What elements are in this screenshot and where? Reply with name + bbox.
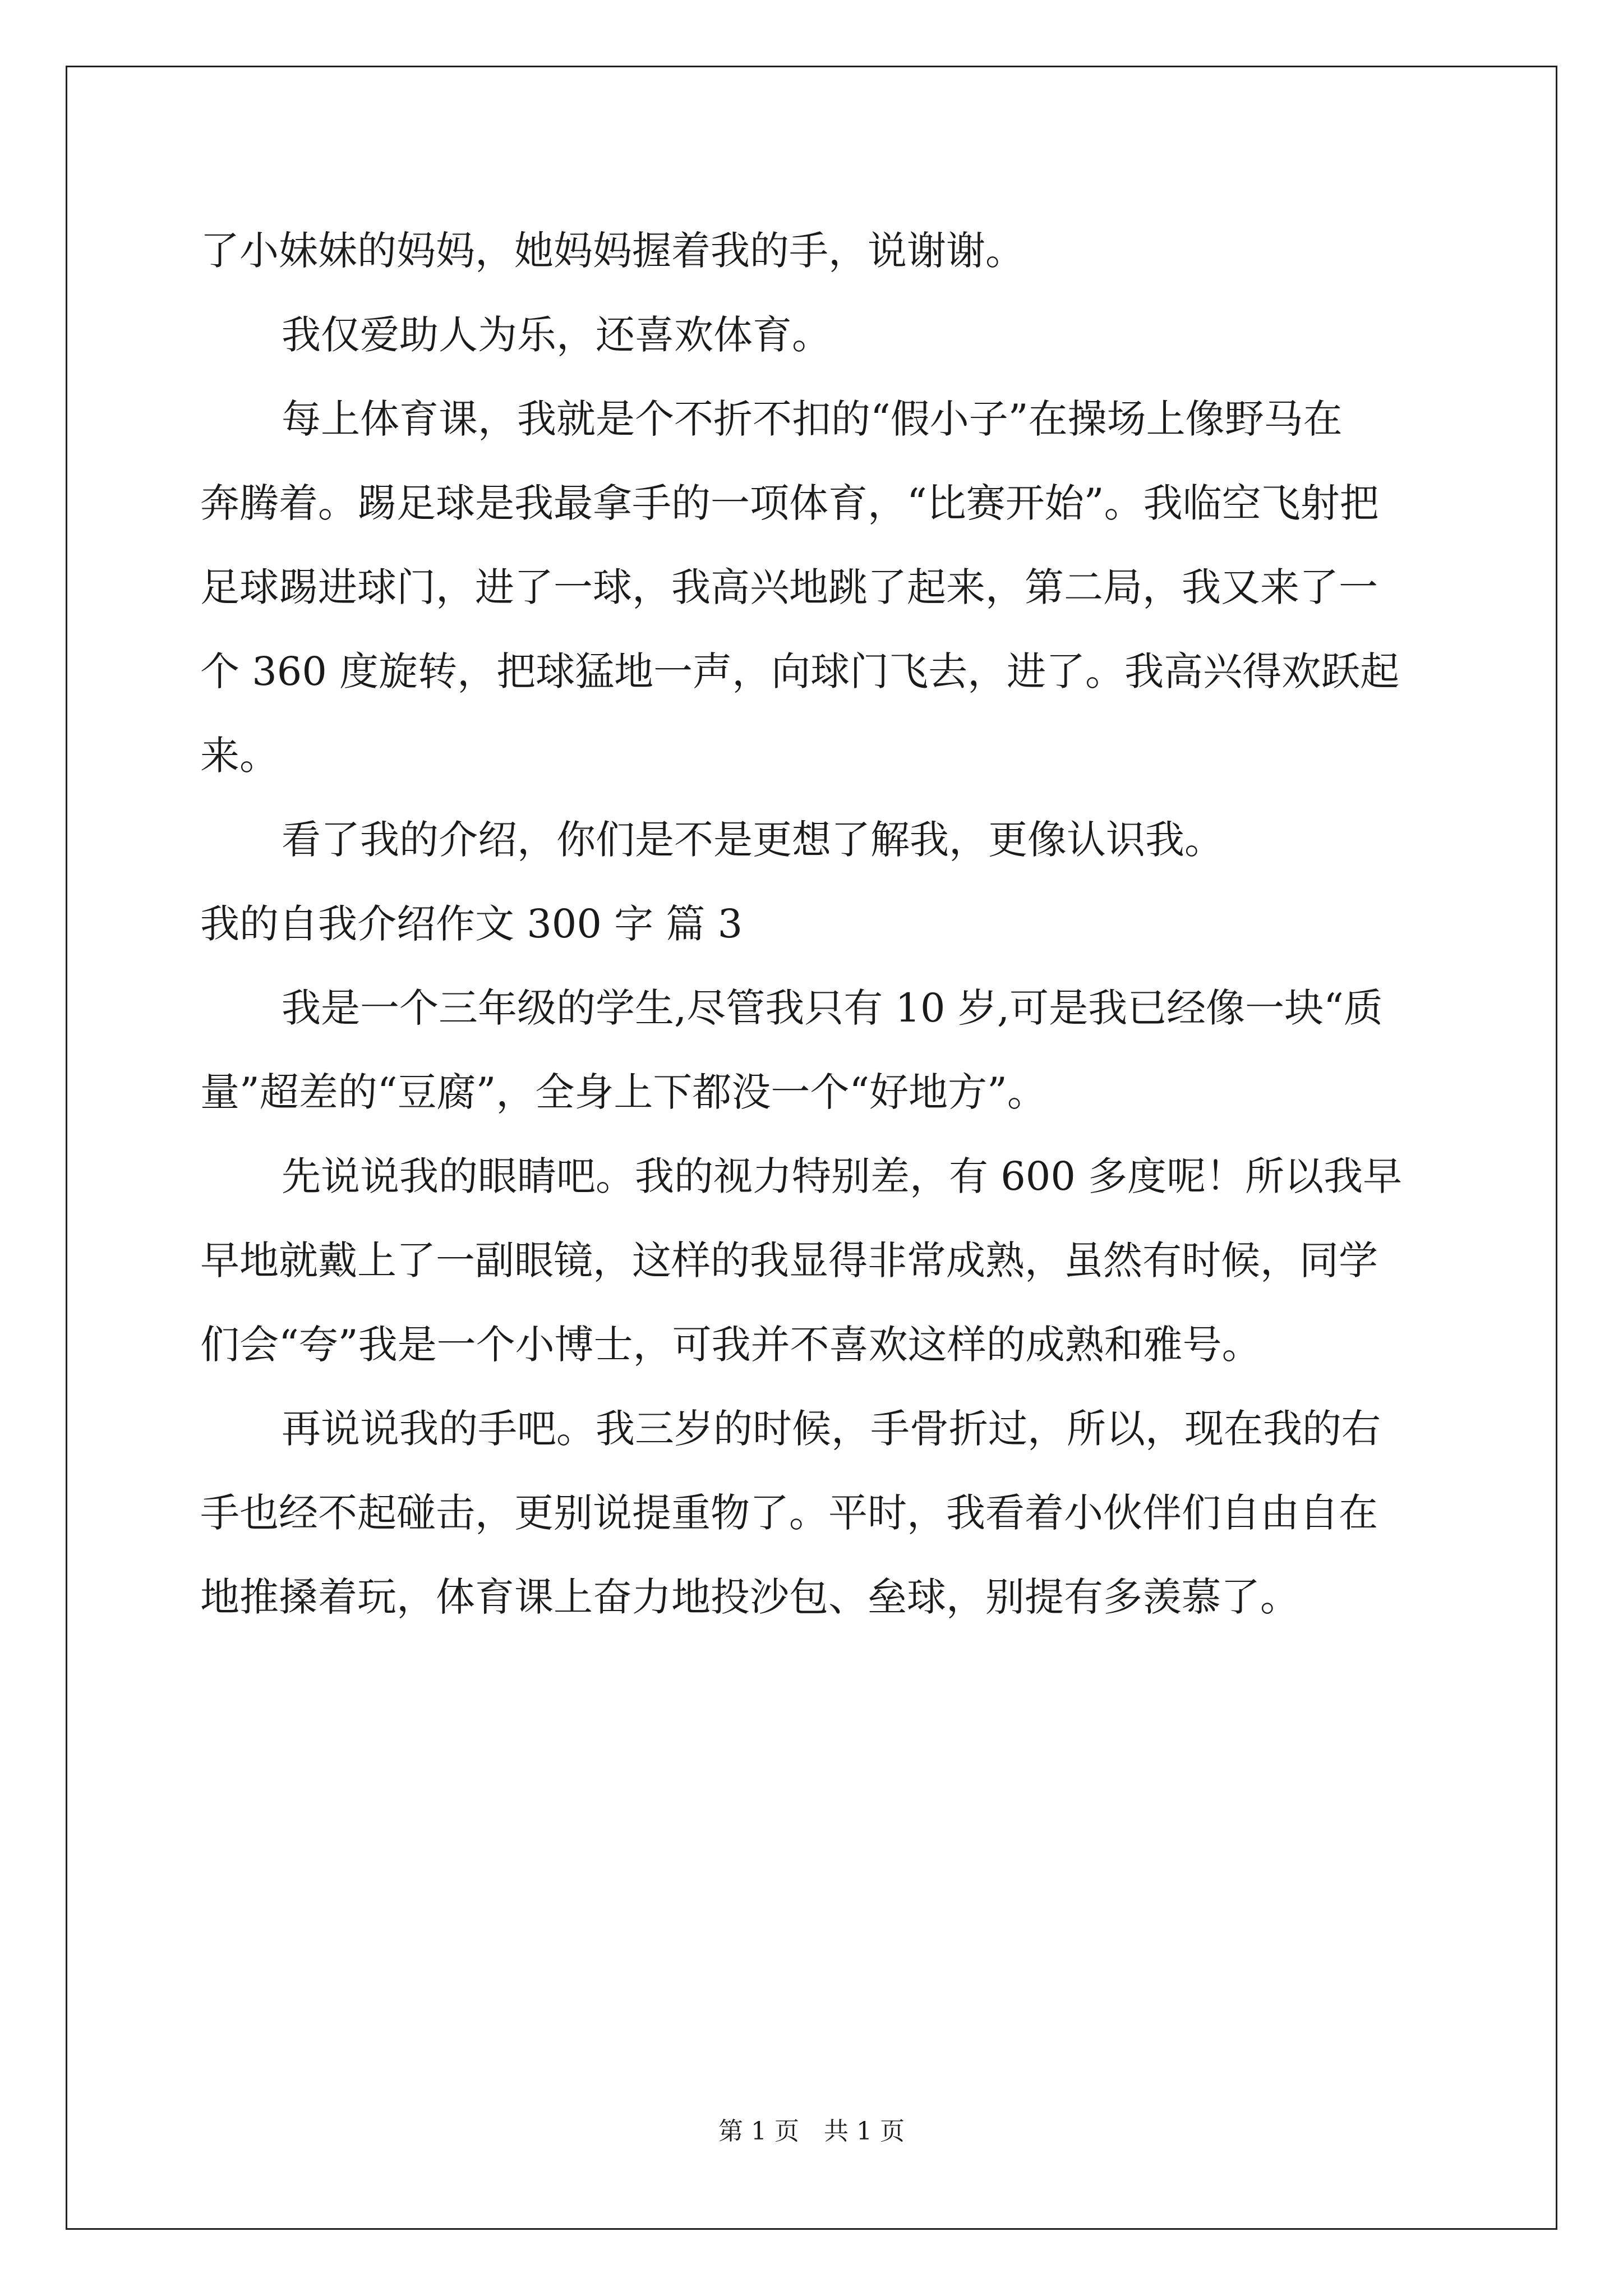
text-line-11: 量”超差的“豆腐”，全身上下都没一个“好地方”。 bbox=[200, 1069, 1046, 1115]
text-line-2: 我仅爱助人为乐，还喜欢体育。 bbox=[282, 312, 831, 358]
text-line-16: 手也经不起碰击，更别说提重物了。平时，我看着小伙伴们自由自在 bbox=[200, 1490, 1378, 1536]
text-line-13: 早地就戴上了一副眼镜，这样的我显得非常成熟，虽然有时候，同学 bbox=[200, 1237, 1378, 1283]
text-line-17: 地推搡着玩，体育课上奋力地投沙包、垒球，别提有多羡慕了。 bbox=[200, 1574, 1299, 1620]
text-line-7: 来。 bbox=[200, 733, 279, 779]
page-number-footer: 第 1 页 共 1 页 bbox=[718, 2117, 905, 2146]
document-body bbox=[200, 209, 1434, 1639]
text-line-5: 足球踢进球门，进了一球，我高兴地跳了起来，第二局，我又来了一 bbox=[200, 564, 1378, 610]
text-line-3: 每上体育课，我就是个不折不扣的“假小子”在操场上像野马在 bbox=[282, 396, 1343, 442]
text-line-10: 我是一个三年级的学生,尽管我只有 10 岁,可是我已经像一块“质 bbox=[282, 985, 1383, 1031]
text-line-8: 看了我的介绍，你们是不是更想了解我，更像认识我。 bbox=[282, 817, 1224, 863]
section-heading: 我的自我介绍作文 300 字 篇 3 bbox=[200, 901, 743, 947]
text-line-6: 个 360 度旋转，把球猛地一声，向球门飞去，进了。我高兴得欢跃起 bbox=[200, 648, 1400, 694]
text-line-4: 奔腾着。踢足球是我最拿手的一项体育，“比赛开始”。我临空飞射把 bbox=[200, 480, 1379, 526]
text-line-1: 了小妹妹的妈妈，她妈妈握着我的手，说谢谢。 bbox=[200, 228, 1025, 274]
text-line-15: 再说说我的手吧。我三岁的时候，手骨折过，所以，现在我的右 bbox=[282, 1406, 1381, 1452]
text-line-12: 先说说我的眼睛吧。我的视力特别差，有 600 多度呢！所以我早 bbox=[282, 1153, 1403, 1199]
text-line-14: 们会“夸”我是一个小博士，可我并不喜欢这样的成熟和雅号。 bbox=[200, 1322, 1261, 1368]
